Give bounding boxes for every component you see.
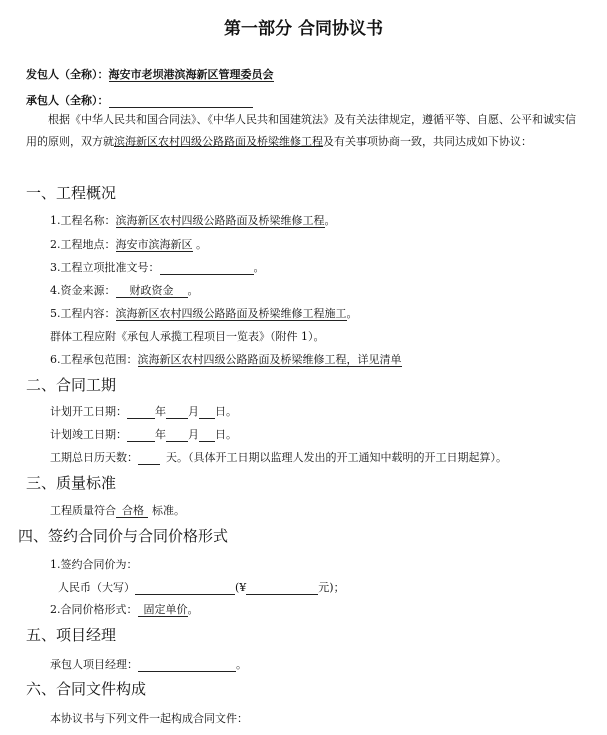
start-day-blank <box>199 407 215 419</box>
project-name-end: 。 <box>324 214 336 227</box>
project-manager-line <box>50 656 247 672</box>
scope-value: 滨海新区农村四级公路路面及桥梁维修工程，详见清单 <box>137 353 402 366</box>
document-title: 第一部分 合同协议书 <box>224 19 383 39</box>
contract-documents-intro: 本协议书与下列文件一起构成合同文件： <box>50 712 248 725</box>
start-year: 年 <box>155 405 166 418</box>
intro-post: 及有关事项协商一致，共同达成如下协议： <box>323 135 532 148</box>
start-year-blank <box>127 407 155 419</box>
section3-heading: 三、质量标准 <box>26 474 117 492</box>
scope-line <box>50 351 402 367</box>
employer-line <box>26 66 274 82</box>
finish-month: 月 <box>188 428 199 441</box>
price-label-line: 1.签约合同价为： <box>50 558 138 571</box>
employer-value: 海安市老坝港滨海新区管理委员会 <box>108 68 274 81</box>
approval-label: 3.工程立项批准文号： <box>50 261 160 274</box>
rmb-label: 人民币（大写） <box>58 581 135 594</box>
price-form-value: 固定单价 <box>138 603 188 617</box>
rmb-blank <box>135 583 235 595</box>
project-name-label: 1.工程名称： <box>50 214 116 227</box>
price-form-line <box>50 601 199 617</box>
contractor-blank <box>109 96 253 108</box>
quality-value: 合格 <box>116 504 148 518</box>
project-name-value: 滨海新区农村四级公路路面及桥梁维修工程 <box>115 214 325 227</box>
content-end: 。 <box>346 307 358 320</box>
quality-pre: 工程质量符合 <box>50 504 116 517</box>
finish-day: 日。 <box>215 428 237 441</box>
fund-value: 财政资金 <box>116 284 188 298</box>
approval-blank <box>160 263 254 275</box>
start-day: 日。 <box>215 405 237 418</box>
employer-label: 发包人（全称）： <box>26 68 109 81</box>
start-date-label: 计划开工日期： <box>50 405 127 418</box>
section2-heading: 二、合同工期 <box>26 376 117 394</box>
approval-end: 。 <box>253 261 265 274</box>
price-form-end: 。 <box>187 603 199 616</box>
project-manager-blank <box>138 660 236 672</box>
finish-day-blank <box>199 430 215 442</box>
group-note: 群体工程应附《承包人承揽工程项目一览表》（附件 1）。 <box>50 330 325 343</box>
rmb-line <box>58 579 345 595</box>
finish-date-line <box>50 426 237 442</box>
fund-end: 。 <box>187 284 199 297</box>
total-days-label: 工期总日历天数： <box>50 451 138 464</box>
total-days-blank <box>138 453 160 465</box>
section4-heading: 四、签约合同价与合同价格形式 <box>18 527 229 545</box>
approval-line <box>50 259 265 275</box>
finish-year-blank <box>127 430 155 442</box>
project-site-value: 海安市滨海新区 <box>115 238 193 251</box>
total-days-line <box>50 449 507 465</box>
fund-label: 4.资金来源： <box>50 284 116 297</box>
yen-blank <box>246 583 318 595</box>
project-site-end: 。 <box>192 238 207 251</box>
project-manager-end: 。 <box>236 658 247 671</box>
project-name-line <box>50 212 336 228</box>
fund-line <box>50 282 199 298</box>
project-site-line <box>50 236 207 252</box>
content-line <box>50 305 358 321</box>
contractor-line <box>26 92 253 108</box>
content-label: 5.工程内容： <box>50 307 116 320</box>
section5-heading: 五、项目经理 <box>26 626 117 644</box>
start-month: 月 <box>188 405 199 418</box>
quality-line <box>50 502 185 518</box>
intro-paragraph <box>26 109 582 153</box>
start-date-line <box>50 403 237 419</box>
contractor-label: 承包人（全称）： <box>26 94 109 107</box>
price-form-label: 2.合同价格形式： <box>50 603 138 616</box>
finish-month-blank <box>166 430 188 442</box>
intro-pre: 根据《中华人民共和国合同法》、《中华人民共和国建筑法》及有关法律规定，遵循平等、自愿、公平和诚实信用的原则，双方就 <box>26 113 576 148</box>
scope-label: 6.工程承包范围： <box>50 353 138 366</box>
yen-close: 元)； <box>318 581 345 594</box>
section1-heading: 一、工程概况 <box>26 184 117 202</box>
content-value: 滨海新区农村四级公路路面及桥梁维修工程施工 <box>115 307 347 320</box>
start-month-blank <box>166 407 188 419</box>
section6-heading: 六、合同文件构成 <box>26 680 147 698</box>
finish-year: 年 <box>155 428 166 441</box>
intro-project: 滨海新区农村四级公路路面及桥梁维修工程 <box>114 135 323 148</box>
yen-open: (¥ <box>235 581 247 594</box>
finish-date-label: 计划竣工日期： <box>50 428 127 441</box>
project-site-label: 2.工程地点： <box>50 238 116 251</box>
quality-post: 标准。 <box>152 504 185 517</box>
project-manager-label: 承包人项目经理： <box>50 658 138 671</box>
total-days-note: 天。（具体开工日期以监理人发出的开工通知中载明的开工日期起算）。 <box>166 451 507 464</box>
